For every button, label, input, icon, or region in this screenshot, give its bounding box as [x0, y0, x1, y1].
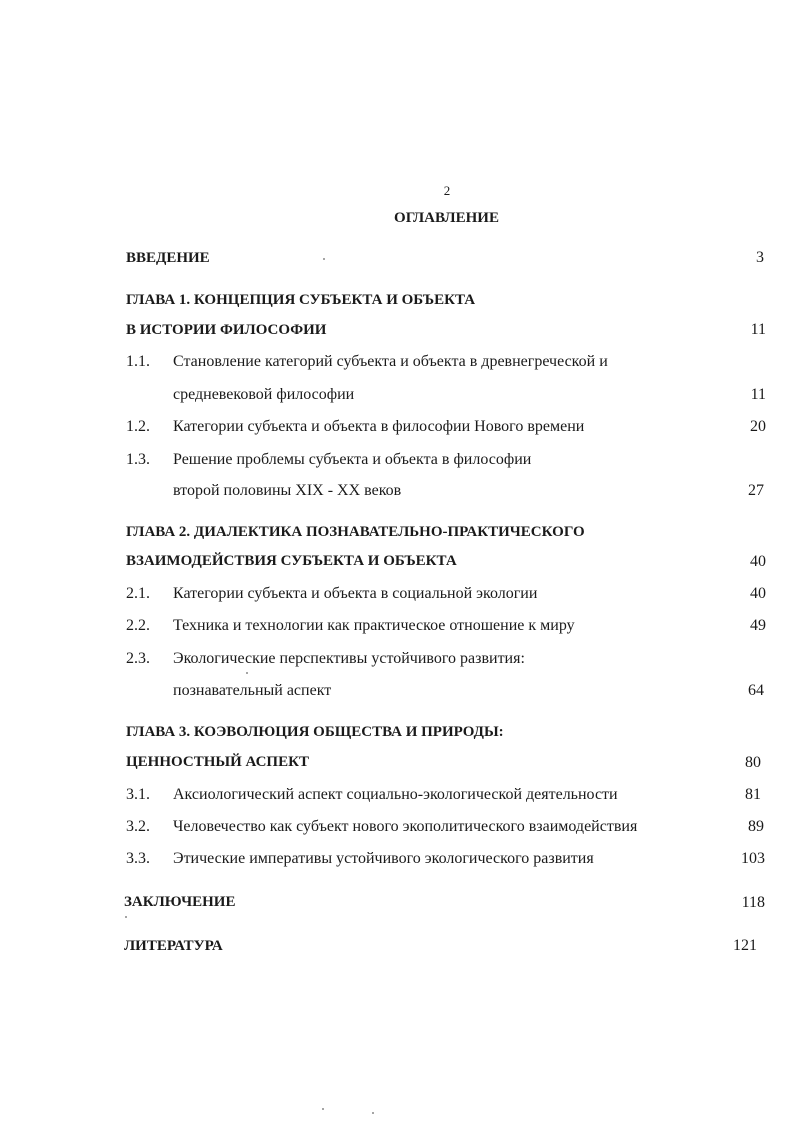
section-2-2-title: Техника и технологии как практическое отношение к миру [173, 617, 575, 634]
intro-page: 3 [756, 249, 764, 266]
section-2-1-title: Категории субъекта и объекта в социальной экологии [173, 585, 538, 602]
section-1-3-title-line1: Решение проблемы субъекта и объекта в философии [173, 451, 532, 468]
literature-page: 121 [733, 937, 757, 954]
section-1-2-page: 20 [750, 418, 766, 435]
section-1-1-number: 1.1. [126, 353, 150, 370]
section-2-1-number: 2.1. [126, 585, 150, 602]
scan-speck [125, 916, 127, 918]
chapter1-title-line1: ГЛАВА 1. КОНЦЕПЦИЯ СУБЪЕКТА И ОБЪЕКТА [126, 292, 476, 308]
section-1-1-title-line2: средневековой философии [173, 386, 355, 403]
chapter3-title-line1: ГЛАВА 3. КОЭВОЛЮЦИЯ ОБЩЕСТВА И ПРИРОДЫ: [126, 724, 504, 740]
section-2-2-page: 49 [750, 617, 766, 634]
section-3-1-title: Аксиологический аспект социально-экологической деятельности [173, 786, 618, 803]
section-3-3-title: Этические императивы устойчивого экологического развития [173, 850, 594, 867]
section-1-3-number: 1.3. [126, 451, 150, 468]
scan-speck [322, 1108, 324, 1110]
chapter3-page: 80 [745, 754, 761, 771]
section-2-3-page: 64 [748, 682, 764, 699]
toc-title: ОГЛАВЛЕНИЕ [394, 210, 499, 226]
chapter3-title-line2: ЦЕННОСТНЫЙ АСПЕКТ [126, 754, 309, 770]
intro-label: ВВЕДЕНИЕ [126, 250, 210, 266]
scan-speck [323, 258, 325, 260]
chapter1-page: 11 [750, 321, 766, 338]
section-2-2-number: 2.2. [126, 617, 150, 634]
chapter2-title-line2: ВЗАИМОДЕЙСТВИЯ СУБЪЕКТА И ОБЪЕКТА [126, 553, 457, 569]
section-2-3-number: 2.3. [126, 650, 150, 667]
section-1-1-page: 11 [750, 386, 766, 403]
chapter2-title-line1: ГЛАВА 2. ДИАЛЕКТИКА ПОЗНАВАТЕЛЬНО-ПРАКТИЧЕСКОГО [126, 524, 585, 540]
section-1-3-title-line2: второй половины XIX - XX веков [173, 482, 402, 499]
section-3-1-number: 3.1. [126, 786, 150, 803]
section-3-2-title: Человечество как субъект нового экополитического взаимодействия [173, 818, 638, 835]
literature-label: ЛИТЕРАТУРА [124, 938, 223, 954]
scan-speck [246, 672, 248, 674]
section-2-1-page: 40 [750, 585, 766, 602]
section-2-3-title-line2: познавательный аспект [173, 682, 332, 699]
section-1-3-page: 27 [748, 482, 764, 499]
scan-speck [372, 1112, 374, 1114]
section-3-2-number: 3.2. [126, 818, 150, 835]
section-2-3-title-line1: Экологические перспективы устойчивого развития: [173, 650, 525, 667]
section-3-3-number: 3.3. [126, 850, 150, 867]
chapter2-page: 40 [750, 553, 766, 570]
section-1-1-title-line1: Становление категорий субъекта и объекта в древнегреческой и [173, 353, 608, 370]
conclusion-page: 118 [741, 894, 765, 911]
section-3-1-page: 81 [745, 786, 761, 803]
conclusion-label: ЗАКЛЮЧЕНИЕ [124, 894, 236, 910]
section-1-2-title: Категории субъекта и объекта в философии Нового времени [173, 418, 585, 435]
section-3-3-page: 103 [741, 850, 765, 867]
section-1-2-number: 1.2. [126, 418, 150, 435]
section-3-2-page: 89 [748, 818, 764, 835]
chapter1-title-line2: В ИСТОРИИ ФИЛОСОФИИ [126, 322, 327, 338]
page-number: 2 [443, 183, 451, 198]
